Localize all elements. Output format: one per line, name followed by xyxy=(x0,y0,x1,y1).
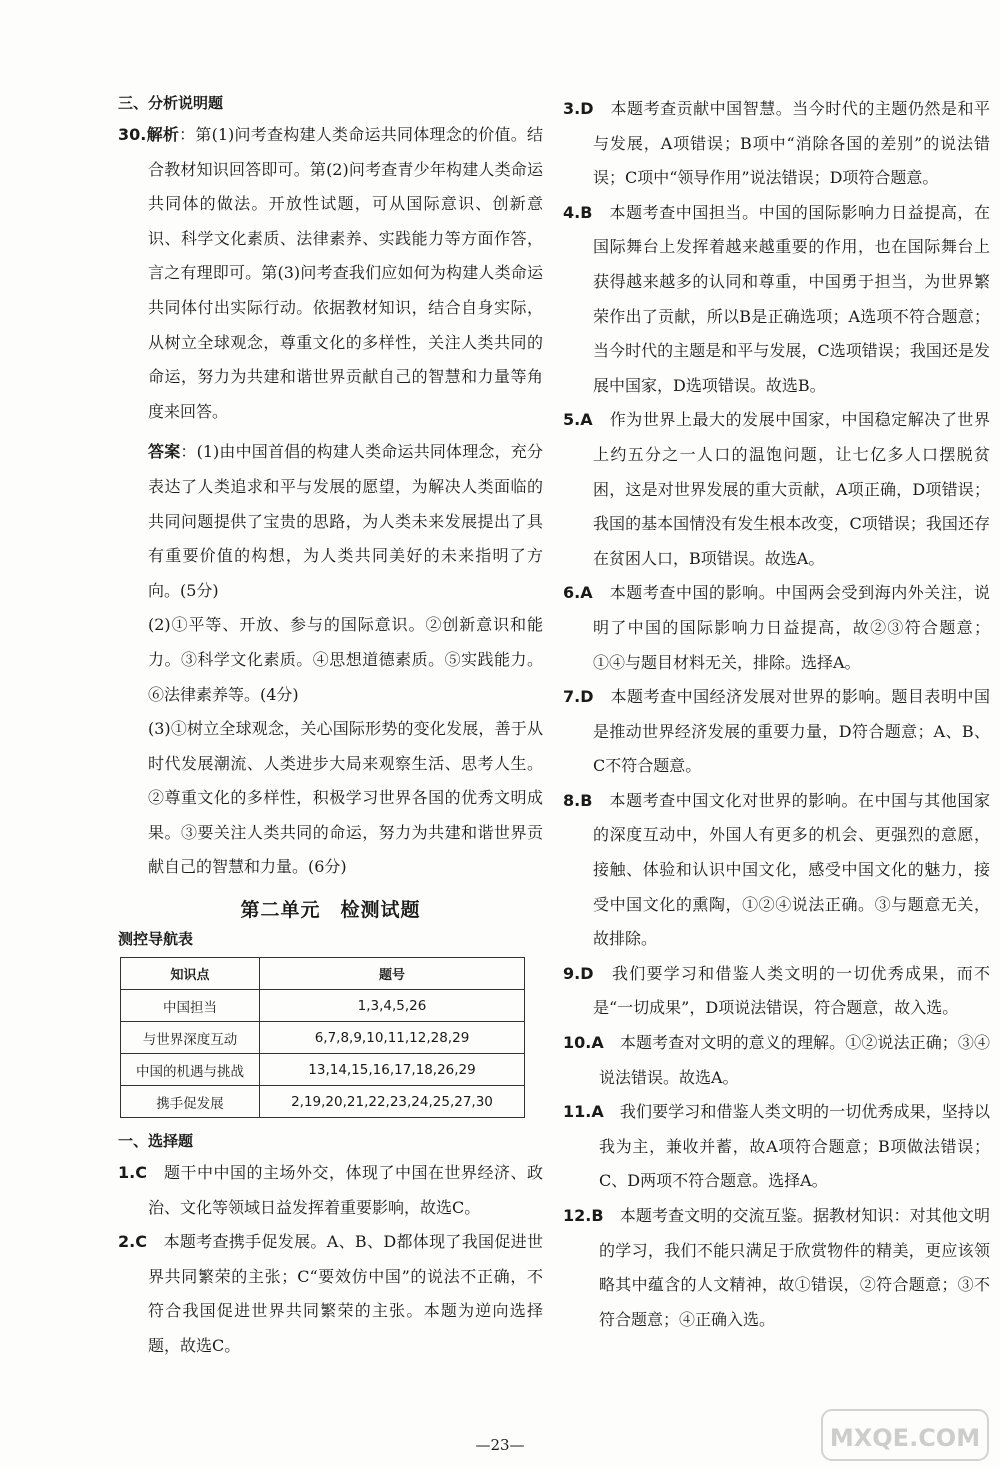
answer-text: 本题考查中国文化对世界的影响。在中国与其他国家的深度互动中，外国人有更多的机会、更强烈的意愿，接触、体验和认识中国文化，感受中国文化的魅力，接受中国文化的熏陶，①②④说法正确。③与题意无关，故排除。 xyxy=(592,790,990,949)
answer-number: 12.B xyxy=(563,1206,604,1225)
answer-number: 7.D xyxy=(563,687,594,707)
navigation-table xyxy=(120,957,525,1118)
answer-number: 11.A xyxy=(563,1102,604,1122)
answer-item-10 xyxy=(563,1026,990,1095)
answer-text: 本题考查文明的交流互鉴。据教材知识：对其他文明的学习，我们不能只满足于欣赏物件的精美，更应该领略其中蕴含的人文精神，故①错误，②符合题意；③不符合题意；④正确入选。 xyxy=(599,1206,990,1329)
answer-text: 作为世界上最大的发展中国家，中国稳定解决了世界上约五分之一人口的温饱问题，让七亿多人口摆脱贫困，这是对世界发展的重大贡献，A项正确，D项错误；我国的基本国情没有发生根本改变，C项错误；我国还存在贫困人口，B项错误。故选A。 xyxy=(592,410,990,568)
q30-number: 30. xyxy=(118,125,147,144)
answer-text: 本题考查对文明的意义的理解。①②说法正确；③④说法错误。故选A。 xyxy=(599,1033,990,1087)
table-cell-questions: 2,19,20,21,22,23,24,25,27,30 xyxy=(260,1086,525,1118)
answer-item-11 xyxy=(563,1095,990,1199)
table-cell-questions: 6,7,8,9,10,11,12,28,29 xyxy=(260,1022,525,1054)
q30-answer-2: (2)①平等、开放、参与的国际意识。②创新意识和能力。③科学文化素质。④思想道德素质。⑤实践能力。⑥法律素养等。(4分) xyxy=(148,615,543,704)
q30-answer-3: (3)①树立全球观念，关心国际形势的变化发展，善于从时代发展潮流、人类进步大局来观察生活、思考人生。②尊重文化的多样性，积极学习世界各国的优秀文明成果。③要关注人类共同的命运，努力为共建和谐世界贡献自己的智慧和力量。(6分) xyxy=(148,719,543,877)
answer-text: 我们要学习和借鉴人类文明的一切优秀成果，而不是“一切成果”，D项说法错误，符合题意，故入选。 xyxy=(593,963,990,1018)
q30-answer-1 xyxy=(118,435,543,608)
answer-item-1 xyxy=(118,1156,543,1225)
table-caption: 测控导航表 xyxy=(118,930,194,949)
answer-item-12 xyxy=(563,1199,990,1337)
table-cell-questions: 1,3,4,5,26 xyxy=(260,990,525,1022)
table-row xyxy=(121,1086,525,1118)
analysis-label: 解析 xyxy=(146,125,180,144)
table-cell-topic: 中国的机遇与挑战 xyxy=(121,1054,260,1086)
page-number: —23— xyxy=(475,1436,525,1454)
answer-item-9 xyxy=(563,957,990,1026)
answer-text: 本题考查携手促发展。A、B、D都体现了我国促进世界共同繁荣的主张；C“要效仿中国”的说法不正确，不符合我国促进世界共同繁荣的主张。本题为逆向选择题，故选C。 xyxy=(146,1232,543,1356)
answer-text: 本题考查贡献中国智慧。当今时代的主题仍然是和平与发展，A项错误；B项中“消除各国的差别”的说法错误；C项中“领导作用”说法错误；D项符合题意。 xyxy=(593,99,990,188)
section-heading-choice: 一、选择题 xyxy=(118,1132,194,1151)
table-cell-topic: 携手促发展 xyxy=(121,1086,260,1118)
answer-number: 2.C xyxy=(118,1232,147,1252)
answer-item-3 xyxy=(563,92,990,196)
table-cell-questions: 13,14,15,16,17,18,26,29 xyxy=(260,1054,525,1086)
q30-analysis-text: ：第(1)问考查构建人类命运共同体理念的价值。结合教材知识回答即可。第(2)问考查青少年构建人类命运共同体的做法。开放性试题，可从国际意识、创新意识、科学文化素质、法律素养、实践能力等方面作答，言之有理即可。第(3)问考查我们应如何为构建人类命运共同体付出实际行动。依据教材知识，结合自身实际，从树立全球观念，尊重文化的多样性，关注人类共同的命运，努力为共建和谐世界贡献自己的智慧和力量等角度来回答。 xyxy=(148,125,543,421)
answer-item-7 xyxy=(563,680,990,784)
answer-item-8 xyxy=(563,784,990,957)
answer-item-4 xyxy=(563,196,990,404)
answer-number: 3.D xyxy=(563,99,594,118)
right-column xyxy=(563,92,990,1337)
answer-number: 8.B xyxy=(563,790,593,810)
answer-text: 本题考查中国经济发展对世界的影响。题目表明中国是推动世界经济发展的重要力量，D符合题意；A、B、C不符合题意。 xyxy=(593,687,990,776)
answer-text: 我们要学习和借鉴人类文明的一切优秀成果，坚持以我为主，兼收并蓄，故A项符合题意；B项做法错误；C、D两项不符合题意。选择A。 xyxy=(599,1102,990,1191)
section-heading-analysis: 三、分析说明题 xyxy=(118,94,224,112)
watermark-logo xyxy=(820,1404,990,1464)
answer-text: 本题考查中国的影响。中国两会受到海内外关注，说明了中国的国际影响力日益提高，故②③符合题意；①④与题目材料无关，排除。选择A。 xyxy=(592,583,990,672)
table-row xyxy=(121,990,525,1022)
q30-answer-1-text: ：(1)由中国首倡的构建人类命运共同体理念，充分表达了人类追求和平与发展的愿望，为解决人类面临的共同问题提供了宝贵的思路，为人类未来发展提出了具有重要价值的构想，为人类共同美好的未来指明了方向。(5分) xyxy=(148,442,543,600)
answer-text: 题干中中国的主场外交，体现了中国在世界经济、政治、文化等领域日益发挥着重要影响，故选C。 xyxy=(146,1163,543,1217)
answer-item-6 xyxy=(563,576,990,680)
q30-analysis xyxy=(118,118,543,429)
answer-number: 4.B xyxy=(563,202,593,222)
answer-number: 6.A xyxy=(563,583,593,603)
unit-title: 第二单元 检测试题 xyxy=(240,899,421,922)
answer-label: 答案 xyxy=(148,442,181,462)
table-row xyxy=(121,1022,525,1054)
answer-text: 本题考查中国担当。中国的国际影响力日益提高，在国际舞台上发挥着越来越重要的作用，也在国际舞台上获得越来越多的认同和尊重，中国勇于担当，为世界繁荣作出了贡献，所以B是正确选项；A选项不符合题意；当今时代的主题是和平与发展，C选项错误；我国还是发展中国家，D选项错误。故选B。 xyxy=(592,202,990,395)
svg-text:MXQE.COM: MXQE.COM xyxy=(829,1424,981,1452)
answer-item-5 xyxy=(563,403,990,576)
answer-number: 9.D xyxy=(563,963,594,983)
table-cell-topic: 与世界深度互动 xyxy=(121,1022,260,1054)
table-row xyxy=(121,1054,525,1086)
answer-number: 5.A xyxy=(563,410,593,430)
table-header-cell: 题号 xyxy=(260,958,525,990)
left-column xyxy=(118,88,543,1364)
table-cell-topic: 中国担当 xyxy=(121,990,260,1022)
answer-number: 10.A xyxy=(563,1033,604,1053)
answer-item-2 xyxy=(118,1225,543,1363)
table-header-cell: 知识点 xyxy=(121,958,260,990)
answer-number: 1.C xyxy=(118,1163,147,1183)
table-header-row xyxy=(121,958,525,990)
